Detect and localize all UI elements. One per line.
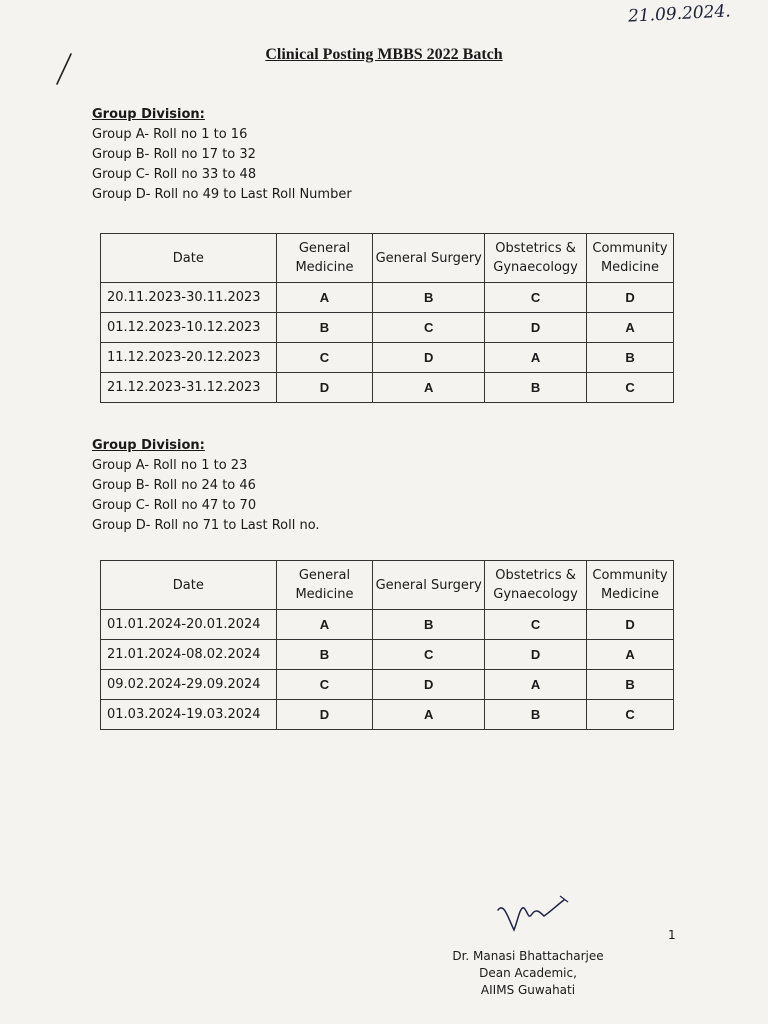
table-row — [101, 313, 674, 343]
group-cell: D — [373, 343, 485, 373]
group-cell: B — [587, 670, 674, 700]
group-line: Group C- Roll no 47 to 70 — [92, 498, 257, 513]
group-cell: C — [587, 373, 674, 403]
table-row — [101, 373, 674, 403]
table-header-row — [101, 234, 674, 283]
document-title: Clinical Posting MBBS 2022 Batch — [265, 46, 503, 63]
table-row — [101, 343, 674, 373]
group-line: Group A- Roll no 1 to 23 — [92, 458, 248, 473]
group-cell: C — [373, 640, 485, 670]
column-header-community-medicine: Community Medicine — [587, 561, 674, 610]
table-row — [101, 283, 674, 313]
column-header-general-surgery: General Surgery — [373, 561, 485, 610]
table-header-row — [101, 561, 674, 610]
posting-table-1 — [100, 233, 674, 403]
group-cell: C — [276, 343, 373, 373]
group-cell: D — [276, 373, 373, 403]
date-cell: 01.12.2023-10.12.2023 — [101, 313, 277, 343]
group-cell: D — [485, 313, 587, 343]
table-row — [101, 700, 674, 730]
column-header-general-surgery: General Surgery — [373, 234, 485, 283]
group-cell: C — [485, 283, 587, 313]
group-division-2 — [92, 436, 320, 536]
column-header-date: Date — [101, 561, 277, 610]
group-cell: A — [373, 373, 485, 403]
signatory-role: Dean Academic, — [479, 966, 577, 980]
column-header-obstetrics-gynaecology: Obstetrics & Gynaecology — [485, 561, 587, 610]
group-cell: A — [587, 313, 674, 343]
group-line: Group B- Roll no 17 to 32 — [92, 147, 256, 162]
group-cell: A — [276, 283, 373, 313]
group-cell: B — [485, 700, 587, 730]
signatory-block — [440, 948, 616, 999]
group-cell: C — [373, 313, 485, 343]
page-number: 1 — [668, 928, 676, 942]
group-cell: C — [485, 610, 587, 640]
group-cell: D — [276, 700, 373, 730]
table-row — [101, 640, 674, 670]
group-division-1 — [92, 105, 352, 205]
signatory-name: Dr. Manasi Bhattacharjee — [452, 949, 604, 963]
group-cell: C — [587, 700, 674, 730]
table-row — [101, 610, 674, 640]
date-cell: 21.12.2023-31.12.2023 — [101, 373, 277, 403]
group-cell: C — [276, 670, 373, 700]
group-cell: A — [276, 610, 373, 640]
group-cell: A — [373, 700, 485, 730]
group-line: Group D- Roll no 71 to Last Roll no. — [92, 518, 320, 533]
date-cell: 21.01.2024-08.02.2024 — [101, 640, 277, 670]
group-cell: A — [485, 670, 587, 700]
group-line: Group D- Roll no 49 to Last Roll Number — [92, 187, 352, 202]
column-header-obstetrics-gynaecology: Obstetrics & Gynaecology — [485, 234, 587, 283]
posting-table-2 — [100, 560, 674, 730]
column-header-community-medicine: Community Medicine — [587, 234, 674, 283]
date-cell: 01.03.2024-19.03.2024 — [101, 700, 277, 730]
date-cell: 01.01.2024-20.01.2024 — [101, 610, 277, 640]
group-cell: B — [587, 343, 674, 373]
group-cell: A — [587, 640, 674, 670]
handwritten-signature — [494, 890, 574, 940]
column-header-general-medicine: General Medicine — [276, 561, 373, 610]
group-cell: D — [485, 640, 587, 670]
group-cell: B — [373, 610, 485, 640]
date-cell: 09.02.2024-29.09.2024 — [101, 670, 277, 700]
table-row — [101, 670, 674, 700]
group-line: Group C- Roll no 33 to 48 — [92, 167, 257, 182]
group-cell: B — [276, 313, 373, 343]
group-cell: B — [373, 283, 485, 313]
group-division-heading: Group Division: — [92, 107, 205, 122]
signatory-institution: AIIMS Guwahati — [480, 983, 576, 997]
group-cell: A — [485, 343, 587, 373]
date-cell: 20.11.2023-30.11.2023 — [101, 283, 277, 313]
group-line: Group A- Roll no 1 to 16 — [92, 127, 248, 142]
column-header-date: Date — [101, 234, 277, 283]
date-cell: 11.12.2023-20.12.2023 — [101, 343, 277, 373]
group-division-heading: Group Division: — [92, 438, 205, 453]
handwritten-date: 21.09.2024. — [627, 1, 732, 27]
group-cell: D — [373, 670, 485, 700]
column-header-general-medicine: General Medicine — [276, 234, 373, 283]
group-cell: B — [276, 640, 373, 670]
group-cell: D — [587, 283, 674, 313]
group-line: Group B- Roll no 24 to 46 — [92, 478, 256, 493]
group-cell: B — [485, 373, 587, 403]
group-cell: D — [587, 610, 674, 640]
